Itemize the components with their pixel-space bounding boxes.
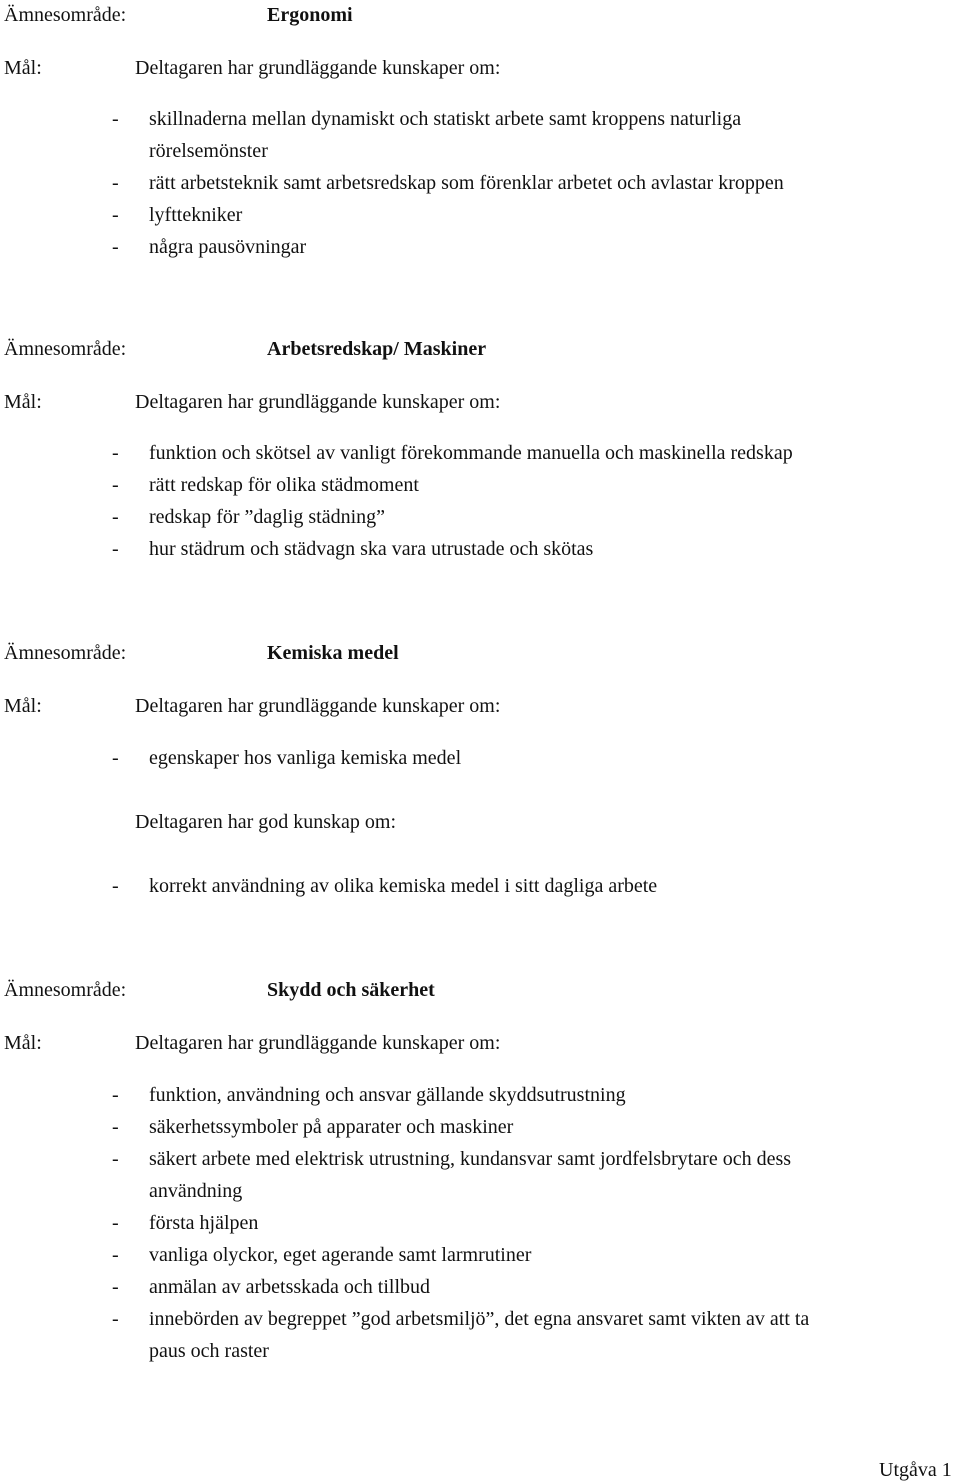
section-title-arbetsredskap: Arbetsredskap/ Maskiner [267,338,487,360]
list-dash: - [112,172,119,194]
list-item: rätt arbetsteknik samt arbetsredskap som förenklar arbetet och avlastar kroppen [149,172,784,194]
list-dash: - [112,506,119,528]
list-dash: - [112,236,119,258]
section-title-kemiska-medel: Kemiska medel [267,642,399,664]
subject-area-label: Ämnesområde: [4,979,127,1001]
list-item: vanliga olyckor, eget agerande samt larmrutiner [149,1244,532,1266]
list-dash: - [112,875,119,897]
list-item: funktion och skötsel av vanligt förekommande manuella och maskinella redskap [149,442,793,464]
goal-text: Deltagaren har grundläggande kunskaper om: [135,391,501,413]
list-item: anmälan av arbetsskada och tillbud [149,1276,431,1298]
list-dash: - [112,108,119,130]
section-title-ergonomi: Ergonomi [267,4,353,26]
goal-label: Mål: [4,57,42,79]
list-dash: - [112,1276,119,1298]
list-dash: - [112,1308,119,1330]
list-item: skillnaderna mellan dynamiskt och statiskt arbete samt kroppens naturliga [149,108,742,130]
list-item-continuation: rörelsemönster [149,140,268,162]
list-dash: - [112,1116,119,1138]
list-dash: - [112,1212,119,1234]
list-item: rätt redskap för olika städmoment [149,474,419,496]
list-item: egenskaper hos vanliga kemiska medel [149,747,462,769]
list-item: lyfttekniker [149,204,243,226]
edition-footer: Utgåva 1 [879,1459,952,1481]
list-dash: - [112,538,119,560]
list-dash: - [112,1084,119,1106]
list-item: funktion, användning och ansvar gällande skyddsutrustning [149,1084,626,1106]
list-item: säkert arbete med elektrisk utrustning, kundansvar samt jordfelsbrytare och dess [149,1148,792,1170]
goal-text: Deltagaren har grundläggande kunskaper om: [135,57,501,79]
goal-label: Mål: [4,1032,42,1054]
list-item: några pausövningar [149,236,307,258]
goal-text: Deltagaren har grundläggande kunskaper om: [135,695,501,717]
list-item: redskap för ”daglig städning” [149,506,386,528]
goal-text-secondary: Deltagaren har god kunskap om: [135,811,397,833]
goal-label: Mål: [4,695,42,717]
subject-area-label: Ämnesområde: [4,338,127,360]
subject-area-label: Ämnesområde: [4,642,127,664]
list-dash: - [112,474,119,496]
list-dash: - [112,747,119,769]
list-item: säkerhetssymboler på apparater och maskiner [149,1116,514,1138]
list-dash: - [112,442,119,464]
list-dash: - [112,204,119,226]
section-title-skydd: Skydd och säkerhet [267,979,435,1001]
list-item: innebörden av begreppet ”god arbetsmiljö”, det egna ansvaret samt vikten av att ta [149,1308,810,1330]
goal-label: Mål: [4,391,42,413]
list-item: första hjälpen [149,1212,259,1234]
subject-area-label: Ämnesområde: [4,4,127,26]
list-item: hur städrum och städvagn ska vara utrustade och skötas [149,538,594,560]
goal-text: Deltagaren har grundläggande kunskaper om: [135,1032,501,1054]
list-item: korrekt användning av olika kemiska medel i sitt dagliga arbete [149,875,658,897]
list-dash: - [112,1148,119,1170]
list-dash: - [112,1244,119,1266]
list-item-continuation: användning [149,1180,243,1202]
list-item-continuation: paus och raster [149,1340,269,1362]
